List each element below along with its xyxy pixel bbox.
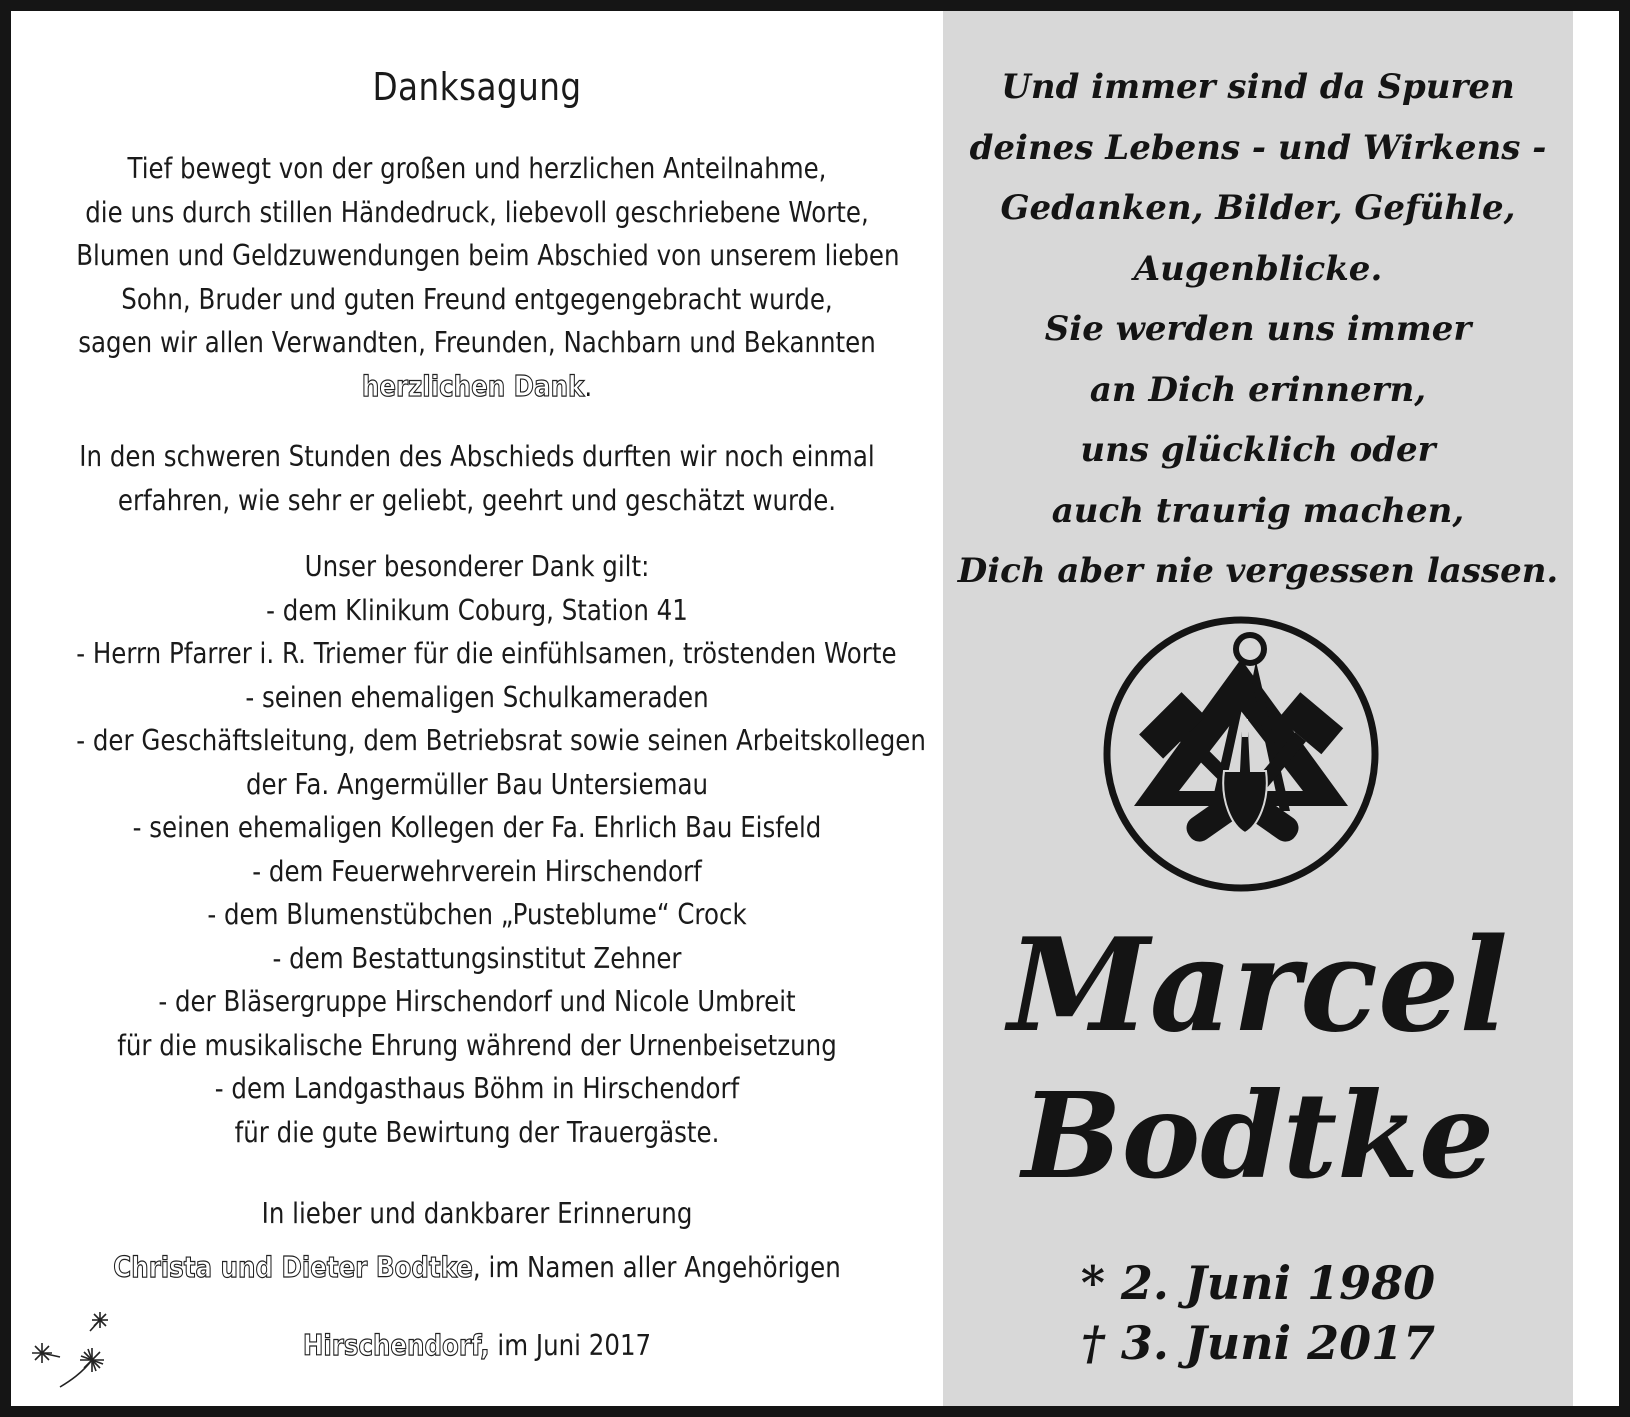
thanks-column — [11, 11, 943, 1406]
place-date-line — [76, 1329, 878, 1362]
dandelion-seeds-icon — [20, 1305, 130, 1395]
thanks-line — [76, 365, 878, 409]
special-line: - Herrn Pfarrer i. R. Triemer für die einfühlsamen, tröstenden Worte — [76, 637, 897, 670]
right-margin-strip — [1573, 11, 1619, 1406]
special-line: für die gute Bewirtung der Trauergäste. — [234, 1115, 720, 1149]
place-outline-text: Hirschendorf, — [302, 1329, 490, 1362]
special-line: - der Bläsergruppe Hirschendorf und Nicole Umbreit — [158, 985, 796, 1018]
death-date: † 3. Juni 2017 — [1080, 1316, 1436, 1370]
intro-line: Blumen und Geldzuwendungen beim Abschied von unserem lieben — [76, 239, 900, 272]
poem-line: Augenblicke. — [1133, 248, 1383, 289]
thanks-period: . — [584, 369, 593, 403]
special-line: - seinen ehemaligen Kollegen der Fa. Ehrlich Bau Eisfeld — [132, 811, 822, 844]
special-line: der Fa. Angermüller Bau Untersiemau — [245, 767, 709, 801]
special-line: Unser besonderer Dank gilt: — [304, 550, 650, 583]
special-line: - dem Landgasthaus Böhm in Hirschendorf — [214, 1072, 740, 1105]
intro-line: sagen wir allen Verwandten, Freunden, Nachbarn und Bekannten — [78, 326, 876, 359]
thanks-title: Danksagung — [372, 65, 582, 109]
second-paragraph — [76, 435, 878, 522]
poem-line: auch traurig machen, — [1051, 490, 1465, 531]
special-thanks-list — [76, 545, 926, 1154]
memorial-panel — [943, 11, 1573, 1406]
signers-rest: , im Namen aller Angehörigen — [472, 1251, 841, 1284]
special-line: - dem Bestattungsinstitut Zehner — [272, 941, 682, 975]
special-line: - dem Feuerwehrverein Hirschendorf — [252, 854, 702, 888]
thanks-outline-text: herzlichen Dank — [361, 369, 585, 403]
deceased-first-name: Marcel — [1007, 911, 1509, 1061]
second-line: In den schweren Stunden des Abschieds durften wir noch einmal — [79, 440, 875, 473]
special-line: - der Geschäftsleitung, dem Betriebsrat sowie seinen Arbeitskollegen — [76, 724, 926, 757]
intro-line: Tief bewegt von der großen und herzlichen Anteilnahme, — [127, 152, 827, 185]
masonry-guild-emblem-icon — [1098, 611, 1384, 897]
special-line: für die musikalische Ehrung während der Urnenbeisetzung — [117, 1028, 837, 1062]
poem-line: Gedanken, Bilder, Gefühle, — [1000, 188, 1516, 228]
special-line: - dem Blumenstübchen „Pusteblume“ Crock — [207, 898, 747, 931]
place-rest: im Juni 2017 — [489, 1329, 652, 1362]
intro-paragraph — [76, 147, 900, 408]
second-line: erfahren, wie sehr er geliebt, geehrt und geschätzt wurde. — [117, 483, 837, 517]
poem-line: Sie werden uns immer — [1044, 309, 1472, 349]
intro-line: die uns durch stillen Händedruck, liebevoll geschriebene Worte, — [85, 195, 869, 229]
memorial-poem — [943, 57, 1573, 602]
deceased-last-name: Bodtke — [1021, 1066, 1495, 1205]
special-line: - dem Klinikum Coburg, Station 41 — [266, 593, 688, 627]
intro-line: Sohn, Bruder und guten Freund entgegengebracht wurde, — [121, 282, 833, 316]
special-line: - seinen ehemaligen Schulkameraden — [245, 680, 709, 714]
poem-line: Dich aber nie vergessen lassen. — [957, 551, 1559, 591]
birth-date: * 2. Juni 1980 — [1080, 1256, 1436, 1310]
closing-line: In lieber und dankbarer Erinnerung — [261, 1197, 693, 1230]
poem-line: deines Lebens - und Wirkens - — [969, 127, 1547, 168]
poem-line: Und immer sind da Spuren — [1001, 67, 1515, 107]
poem-line: uns glücklich oder — [1080, 430, 1436, 470]
signers-outline-text: Christa und Dieter Bodtke — [113, 1251, 473, 1284]
poem-line: an Dich erinnern, — [1089, 369, 1427, 410]
signers-line — [76, 1251, 878, 1284]
